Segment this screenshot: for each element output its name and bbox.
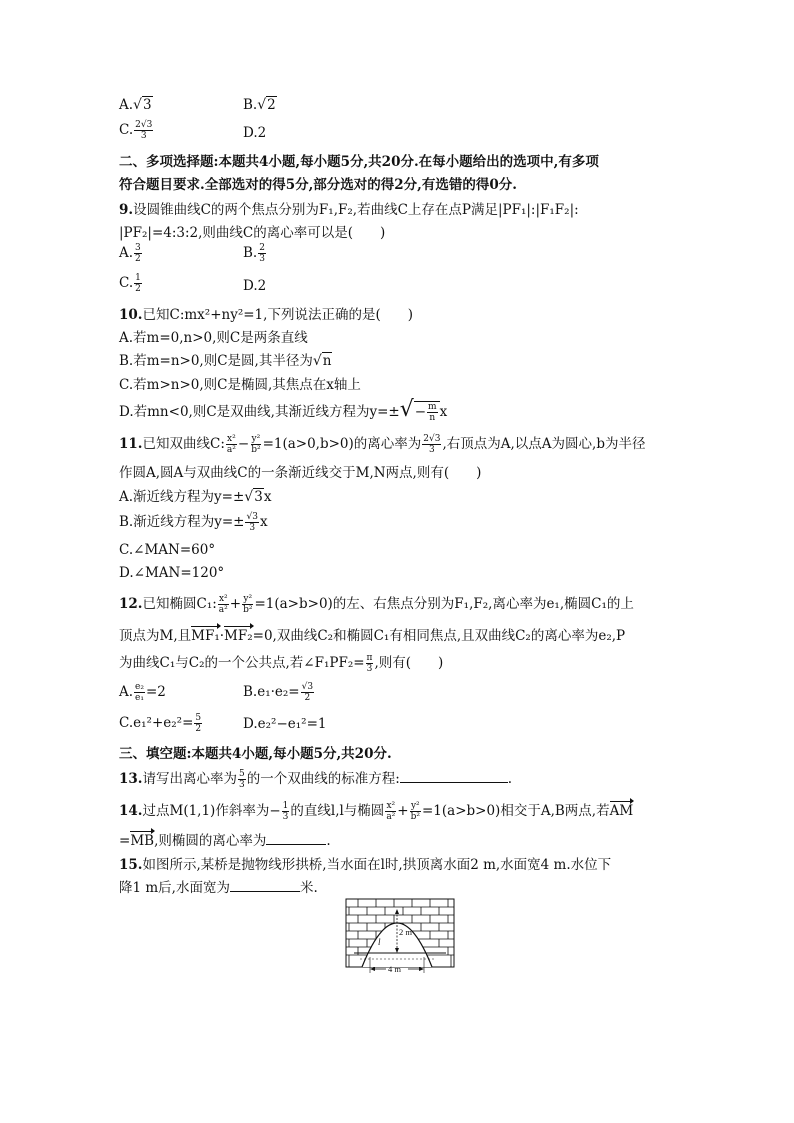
q12-option-a: A. $\frac{\text{e₂}}{\text{e₁}}$ =2 [119,682,166,703]
q12-option-b: B.e₁·e₂= $\frac{√3}{2}$ [243,682,314,703]
q11-stem-line2: 作圆A,圆A与双曲线C的一条渐近线交于M,N两点,则有( ) [119,465,482,481]
section2-heading-line1: 二、多项选择题:本题共4小题,每小题5分,共20分.在每小题给出的选项中,有多项 [119,154,599,170]
q14-stem-line1: 14.过点M(1,1)作斜率为− $\frac{1}{3}$ 的直线l,l与椭圆 $\frac{\text{x²}}{\text{a²}}$ + $\frac{\text{y²}}{\text{b²}}$ =1(a>b>0)相交于A,B两点,若AM [119,801,634,822]
q9-stem-line2: |PF₂|=4:3:2,则曲线C的离心率可以是( ) [119,225,386,241]
q10-option-a: A.若m=0,n>0,则C是两条直线 [119,330,308,346]
q11-option-c: C.∠MAN=60° [119,542,216,558]
q8-option-b: B.√2 [243,97,276,113]
q11-stem-line1: 11.已知双曲线C: $\frac{\text{x²}}{\text{a²}}$ − $\frac{\text{y²}}{\text{b²}}$ =1(a>0,b>0)的离心率为 $\frac{2√3}{3}$ ,右顶点为A,以点A为圆心,b为半径 [119,434,646,455]
q10-stem: 10.已知C:mx²+ny²=1,下列说法正确的是( ) [119,307,413,323]
q9-option-a: A. $\frac{3}{2}$ [119,243,141,264]
q13-stem: 13.请写出离心率为 $\frac{5}{3}$ 的一个双曲线的标准方程: . [119,769,513,790]
height-label: 2 m [399,927,412,937]
q12-stem-line2: 顶点为M,且MF₁·MF₂=0,双曲线C₂和椭圆C₁有相同焦点,且双曲线C₂的离心率为e₂,P [119,628,626,644]
q12-option-c: C.e₁²+e₂²= $\frac{5}{2}$ [119,713,202,734]
q9-option-c: C. $\frac{1}{2}$ [119,273,141,294]
q12-stem-line3: 为曲线C₁与C₂的一个公共点,若∠F₁PF₂= $\frac{\pi}{3}$ ,则有( ) [119,653,444,674]
q13-answer-blank[interactable] [400,782,508,783]
q14-stem-line2: =MB,则椭圆的离心率为 . [119,833,331,849]
q8-option-d: D.2 [243,125,267,141]
q15-stem-line2: 降1 m后,水面宽为 米. [119,880,318,896]
q10-option-c: C.若m>n>0,则C是椭圆,其焦点在x轴上 [119,377,361,393]
q10-option-b: B.若m=n>0,则C是圆,其半径为√n [119,353,332,369]
arch-bridge-figure [340,895,460,977]
q9-option-d: D.2 [243,278,267,294]
q8-option-a: A.√3 [119,97,152,113]
q11-option-b: B.渐近线方程为y=± $\frac{√3}{3}$ x [119,512,268,533]
q9-stem-line1: 9.设圆锥曲线C的两个焦点分别为F₁,F₂,若曲线C上存在点P满足|PF₁|:|F₁F₂|: [119,202,579,218]
q9-option-b: B. $\frac{2}{3}$ [243,243,265,264]
section2-heading-line2: 符合题目要求.全部选对的得5分,部分选对的得2分,有选错的得0分. [119,177,517,193]
water-line-label: l [378,937,381,947]
q15-answer-blank[interactable] [230,891,300,892]
q15-stem-line1: 15.如图所示,某桥是抛物线形拱桥,当水面在l时,拱顶离水面2 m,水面宽4 m.水位下 [119,857,612,873]
q11-option-d: D.∠MAN=120° [119,565,225,581]
q11-option-a: A.渐近线方程为y=±√3x [119,489,272,505]
q12-stem-line1: 12.已知椭圆C₁: $\frac{\text{x²}}{\text{a²}}$ + $\frac{\text{y²}}{\text{b²}}$ =1(a>b>0)的左、右焦点分别为F₁,F₂,离心率为e₁,椭圆C₁的上 [119,594,634,615]
q14-answer-blank[interactable] [266,844,326,845]
q8-option-c: C. $\frac{2√3}{3}$ [119,120,153,141]
q10-option-d: D.若mn<0,则C是双曲线,其渐近线方程为y=±√− $\frac{m}{n}$ x [119,397,448,423]
q12-option-d: D.e₂²−e₁²=1 [243,716,327,732]
section3-heading: 三、填空题:本题共4小题,每小题5分,共20分. [119,746,392,762]
width-label: 4 m [388,964,401,974]
